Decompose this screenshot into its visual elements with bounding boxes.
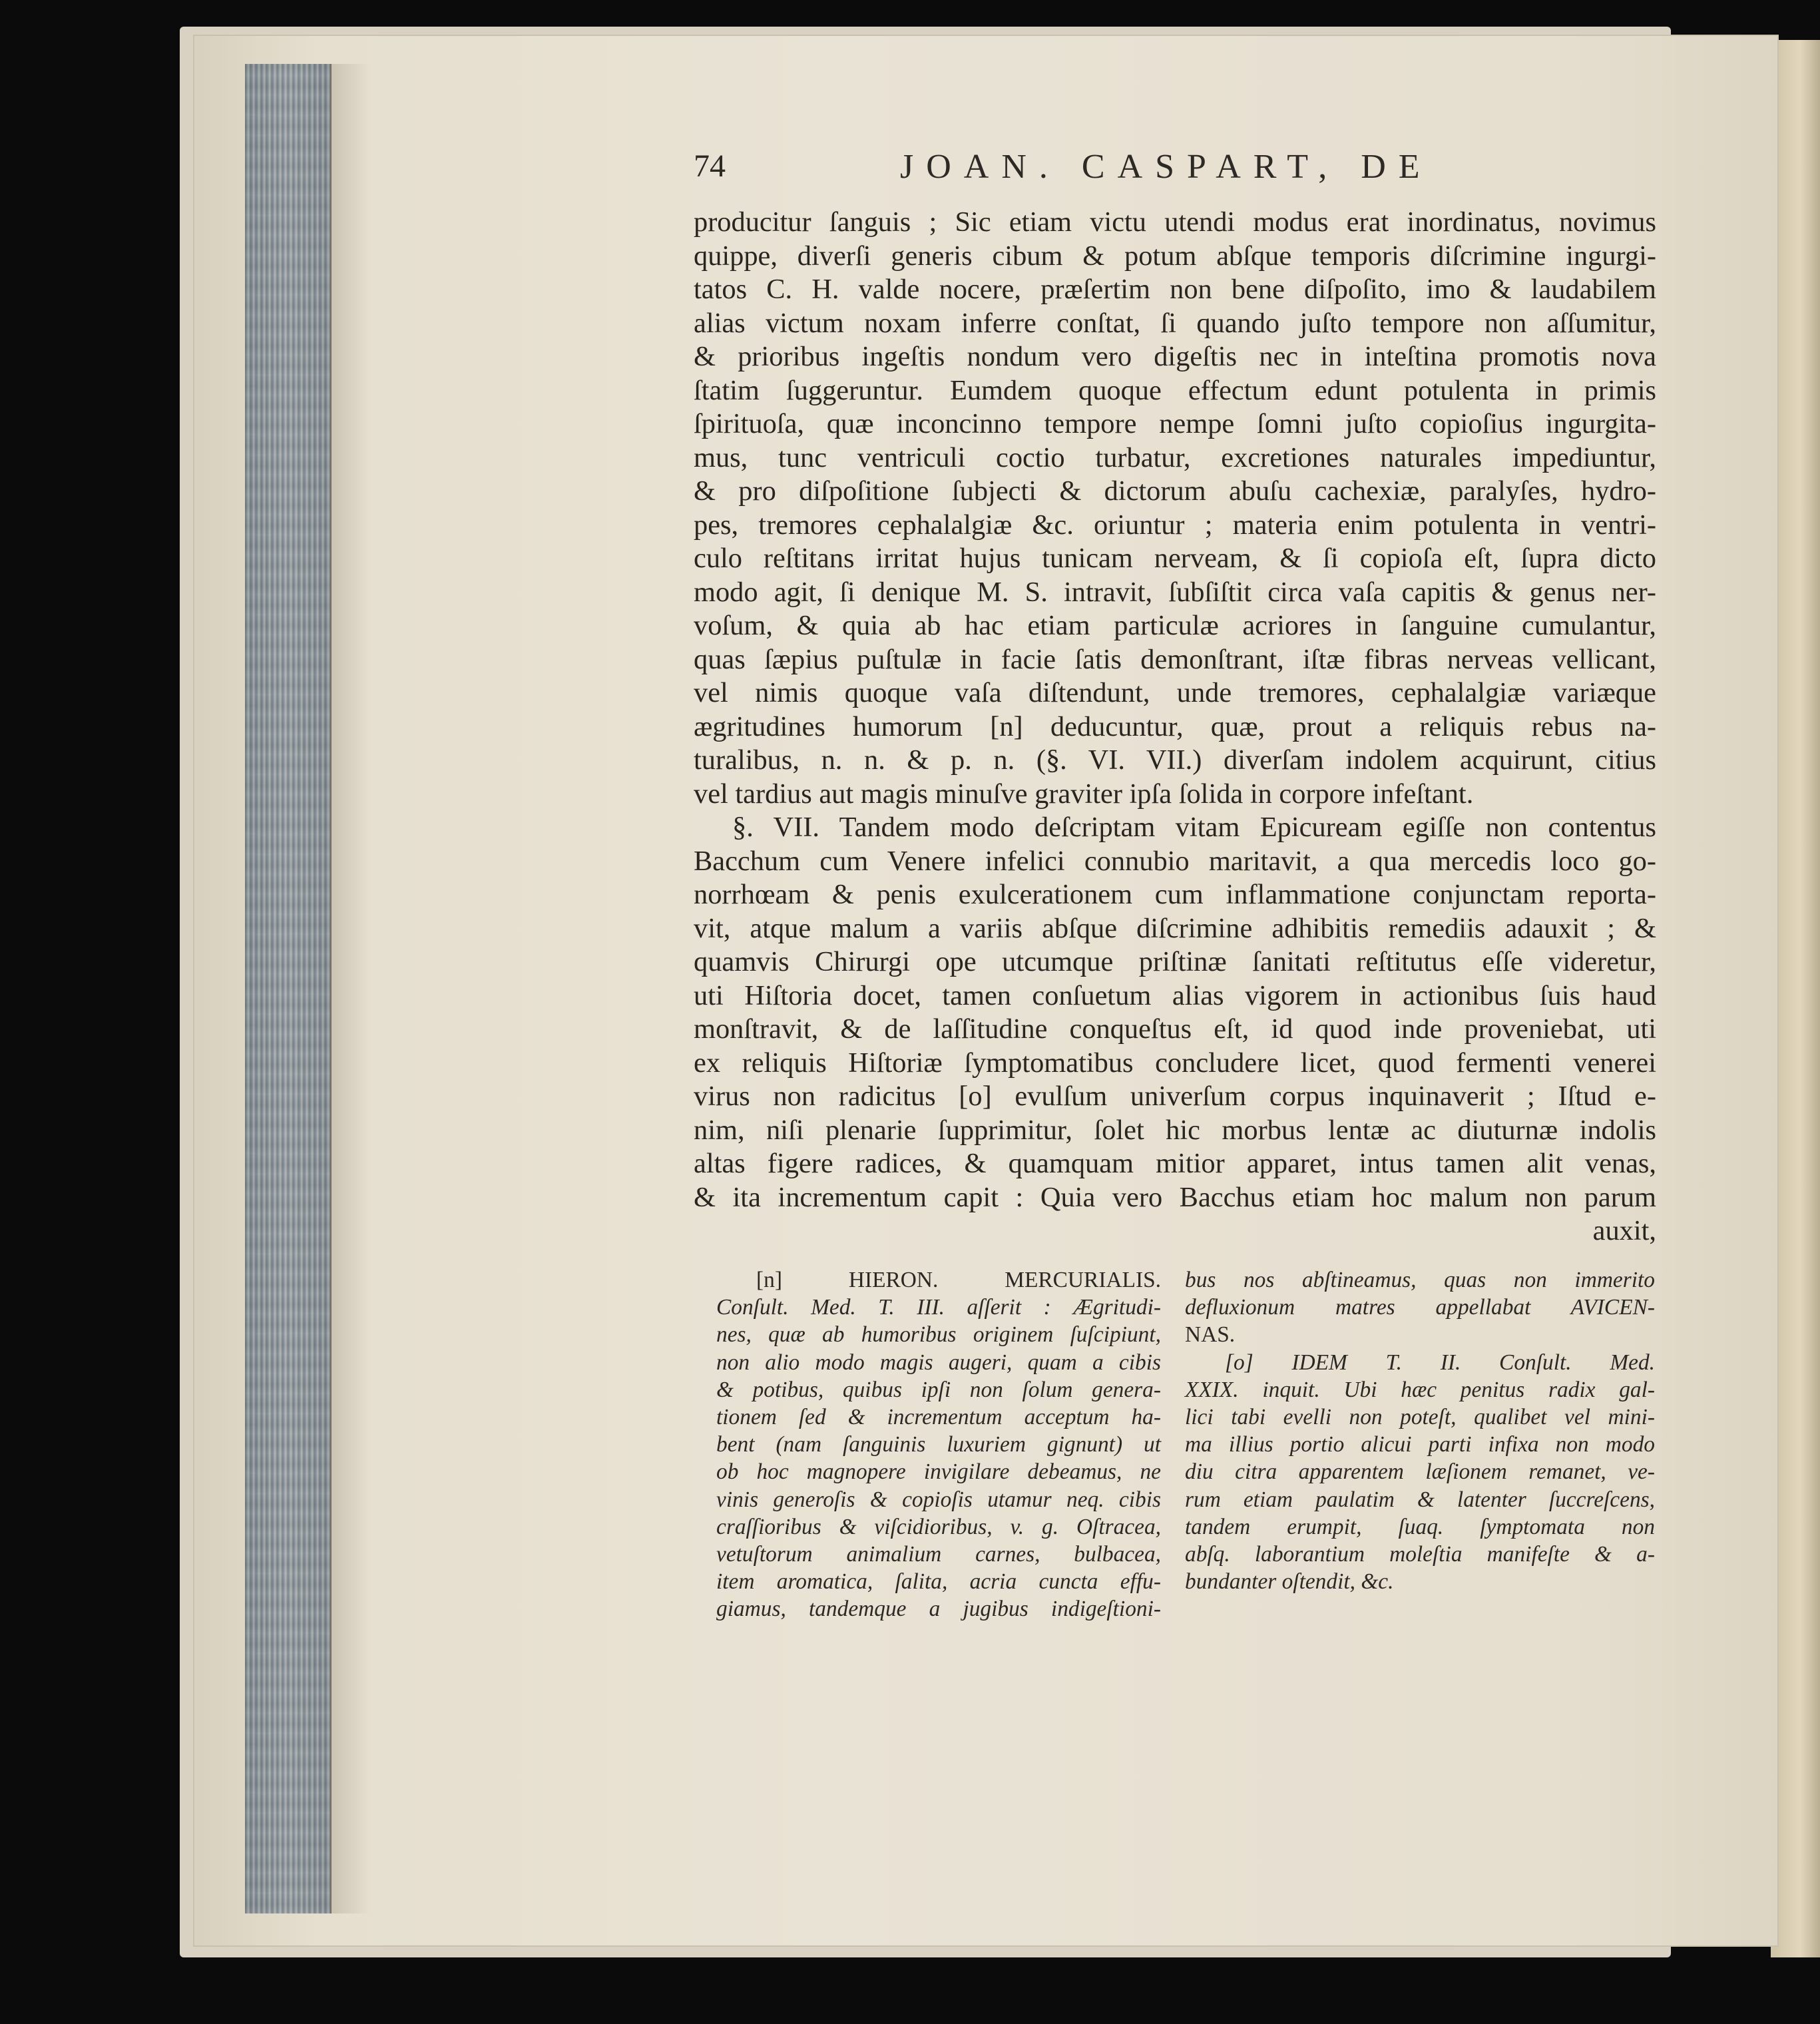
footnote-line: item aromatica, ſalita, acria cuncta effu- [716,1569,1161,1595]
footnote-line: diu citra apparentem læſionem remanet, ve- [1185,1459,1655,1485]
footnote-line: [n] HIERON. MERCURIALIS. [756,1268,1161,1292]
footnote-line: NAS. [1185,1322,1236,1348]
page-number: 74 [694,148,726,184]
footnote-line: defluxionum matres appellabat AVICEN- [1185,1295,1655,1320]
body-line: virus non radicitus [o] evulſum univerſum corpus inquinaverit ; Iſtud e- [694,1081,1656,1112]
footnote-line: giamus, tandemque a jugibus indigeſtioni- [716,1597,1161,1622]
body-line: vel nimis quoque vaſa diſtendunt, unde tremores, cephalalgiæ variæque [694,677,1656,708]
body-line: mus, tunc ventriculi coctio turbatur, excretiones naturales impediuntur, [694,441,1656,473]
footnote-line: bent (nam ſanguinis luxuriem gignunt) ut [716,1432,1161,1457]
footnote-line: lici tabi evelli non poteſt, qualibet vel mini- [1185,1405,1655,1430]
body-line: monſtravit, & de laſſitudine conqueſtus eſt, id quod inde proveniebat, uti [694,1013,1656,1045]
body-line: culo reſtitans irritat hujus tunicam nerveam, & ſi copioſa eſt, ſupra dicto [694,543,1656,574]
footnotes-left-column [716,1266,1161,1623]
body-line: vit, atque malum a variis abſque diſcrimine adhibitis remediis adauxit ; & [694,912,1656,944]
body-line: ægritudines humorum [n] deducuntur, quæ, prout a reliquis rebus na- [694,710,1656,742]
body-line: uti Hiſtoria docet, tamen conſuetum alias vigorem in actionibus ſuis haud [694,979,1656,1011]
footnote-line: tandem erumpit, ſuaq. ſymptomata non [1185,1514,1655,1539]
footnote-line: vinis generoſis & copioſis utamur neq. cibis [716,1487,1161,1512]
footnote-line: bundanter oſtendit, &c. [1185,1569,1394,1595]
body-line: producitur ſanguis ; Sic etiam victu utendi modus erat inordinatus, novimus [694,206,1656,238]
body-line: tatos C. H. valde nocere, præſertim non bene diſpoſito, imo & laudabilem [694,274,1656,305]
section-heading-line: §. VII. Tandem modo deſcriptam vitam Epicuream egiſſe non contentus [732,812,1656,843]
body-line: & prioribus ingeſtis nondum vero digeſtis nec in inteſtina promotis nova [694,341,1656,372]
body-line: quippe, diverſi generis cibum & potum abſque temporis diſcrimine ingurgi- [694,240,1656,272]
catchword: auxit, [1592,1215,1656,1246]
body-line: pes, tremores cephalalgiæ &c. oriuntur ; materia enim potulenta in ventri- [694,509,1656,541]
page-stack-edge [245,64,332,1913]
footnote-line: bus nos abſtineamus, quas non immerito [1185,1268,1655,1292]
body-line: quamvis Chirurgi ope utcumque priſtinæ ſanitati reſtitutus eſſe videretur, [694,946,1656,977]
body-line: turalibus, n. n. & p. n. (§. VI. VII.) diverſam indolem acquirunt, citius [694,744,1656,776]
footnote-line: rum etiam paulatim & latenter ſuccreſcens, [1185,1487,1655,1512]
body-text [694,206,1656,1248]
footnote-line: craſſioribus & viſcidioribus, v. g. Oſtracea, [716,1514,1161,1539]
footnote-line: ob hoc magnopere invigilare debeamus, ne [716,1459,1161,1485]
footnote-line: [o] IDEM T. II. Conſult. Med. [1225,1350,1655,1375]
body-line: norrhœam & penis exulcerationem cum inflammatione conjunctam reporta- [694,879,1656,910]
running-head: JOAN. CASPART, DE [900,148,1433,186]
body-line: Bacchum cum Venere infelici connubio maritavit, a qua mercedis loco go- [694,845,1656,877]
footnote-line: ma illius portio alicui parti infixa non modo [1185,1432,1655,1457]
footnote-line: & potibus, quibus ipſi non ſolum genera- [716,1377,1161,1402]
body-line: quas ſæpius puſtulæ in facie ſatis demonſtrant, iſtæ fibras nerveas vellicant, [694,643,1656,675]
footnote-line: nes, quæ ab humoribus originem ſuſcipiunt, [716,1322,1161,1348]
footnote-line: Conſult. Med. T. III. aſſerit : Ægritudi- [716,1295,1161,1320]
body-line: altas figere radices, & quamquam mitior apparet, intus tamen alit venas, [694,1148,1656,1179]
body-line: & ita incrementum capit : Quia vero Bacchus etiam hoc malum non parum [694,1181,1656,1213]
footnote-line: tionem ſed & incrementum acceptum ha- [716,1405,1161,1430]
body-line: nim, niſi plenarie ſupprimitur, ſolet hic morbus lentæ ac diuturnæ indolis [694,1114,1656,1146]
footnote-line: abſq. laborantium moleſtia manifeſte & a- [1185,1542,1655,1567]
body-line: vel tardius aut magis minuſve graviter ipſa ſolida in corpore infeſtant. [694,778,1474,810]
body-line: ſtatim ſuggeruntur. Eumdem quoque effectum edunt potulenta in primis [694,374,1656,406]
gutter-shadow [330,64,370,1913]
body-line: alias victum noxam inferre conſtat, ſi quando juſto tempore non aſſumitur, [694,307,1656,339]
body-line: ex reliquis Hiſtoriæ ſymptomatibus concludere licet, quod fermenti venerei [694,1047,1656,1079]
footnote-line: non alio modo magis augeri, quam a cibis [716,1350,1161,1375]
footnote-line: XXIX. inquit. Ubi hæc penitus radix gal- [1185,1377,1655,1402]
body-line: voſum, & quia ab hac etiam particulæ acriores in ſanguine cumulantur, [694,610,1656,641]
body-line: & pro diſpoſitione ſubjecti & dictorum abuſu cachexiæ, paralyſes, hydro- [694,475,1656,507]
footnotes-right-column [1185,1266,1655,1595]
body-line: modo agit, ſi denique M. S. intravit, ſubſiſtit circa vaſa capitis & genus ner- [694,576,1656,608]
body-line: ſpirituoſa, quæ inconcinno tempore nempe ſomni juſto copioſius ingurgita- [694,408,1656,439]
footnote-line: vetuſtorum animalium carnes, bulbacea, [716,1542,1161,1567]
